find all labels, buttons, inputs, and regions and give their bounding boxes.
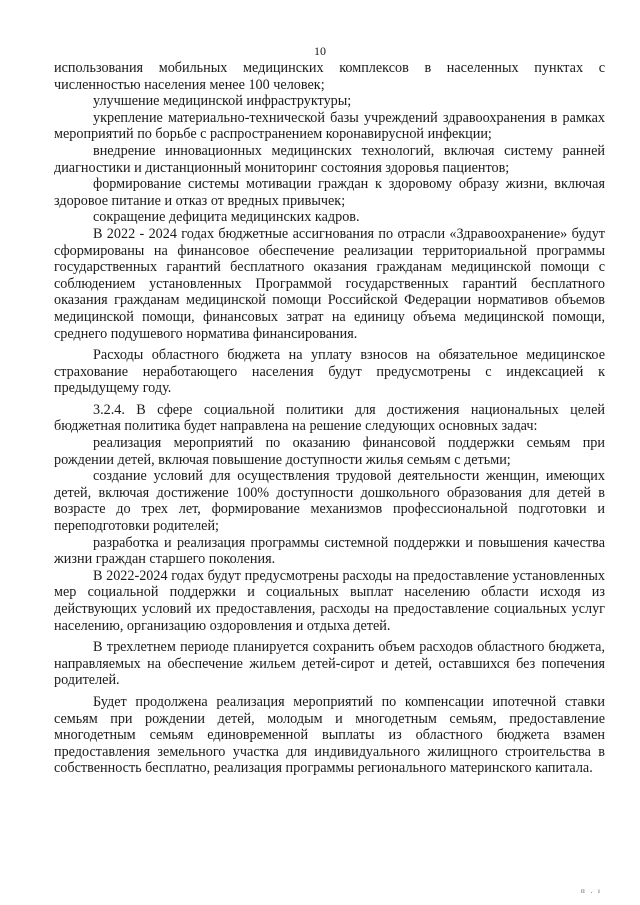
paragraph-social-expenses: В 2022-2024 годах будут предусмотрены расходы на предоставление установленных мер социальной поддержки и социальных выплат населению области исходя из действующих условий их предоставления, расходы на предоставление социальных услуг населению, организацию оздоровления и отдыха детей. bbox=[54, 567, 605, 634]
list-item-staff-deficit: сокращение дефицита медицинских кадров. bbox=[93, 209, 360, 226]
list-item-material-base: укрепление материально-технической базы учреждений здравоохранения в рамках мероприятий по борьбе с распространением коронавирусной инфекции; bbox=[54, 109, 605, 143]
list-item-women-employment: создание условий для осуществления трудовой деятельности женщин, имеющих детей, включая достижение 100% доступности дошкольного образования для детей в возрасте до трех лет, формирование механизмов профессиональной подготовки и переподготовки родителей; bbox=[54, 468, 605, 535]
paragraph-continuation: использования мобильных медицинских комплексов в населенных пунктах с численностью населения менее 100 человек; bbox=[54, 60, 605, 93]
page-number: 10 bbox=[314, 44, 326, 58]
list-item-infrastructure: улучшение медицинской инфраструктуры; bbox=[93, 93, 352, 110]
list-item-senior-citizens: разработка и реализация программы системной поддержки и повышения качества жизни граждан старшего поколения. bbox=[54, 534, 605, 568]
document-body bbox=[54, 60, 605, 777]
paragraph-mortgage-compensation: Будет продолжена реализация мероприятий по компенсации ипотечной ставки семьям при рождении детей, молодым и многодетным семьям, предоставление многодетным семьям единовременной выплаты из областного бюджета взамен предоставления земельного участка для индивидуального жилищного строительства в собственность бесплатно, реализация программы регионального материнского капитала. bbox=[54, 693, 605, 777]
list-item-family-support: реализация мероприятий по оказанию финансовой поддержки семьям при рождении детей, включая повышение доступности жилья семьям с детьми; bbox=[54, 435, 605, 468]
list-item-motivation: формирование системы мотивации граждан к здоровому образу жизни, включая здоровое питание и отказ от вредных привычек; bbox=[54, 176, 605, 209]
paragraph-orphans-housing: В трехлетнем периоде планируется сохранить объем расходов областного бюджета, направляемых на обеспечение жильем детей-сирот и детей, оставшихся без попечения родителей. bbox=[54, 639, 605, 689]
list-item-innovations: внедрение инновационных медицинских технологий, включая систему ранней диагностики и дистанционный мониторинг состояния здоровья пациентов; bbox=[54, 142, 605, 176]
paragraph-healthcare-budget: В 2022 - 2024 годах бюджетные ассигнования по отрасли «Здравоохранение» будут сформированы на финансовое обеспечение реализации территориальной программы государственных гарантий бесплатного оказания гражданам медицинской помощи с соблюдением установленных Программой государственных гарантий бесплатного оказания гражданам медицинской помощи Российской Федерации нормативов объемов медицинской помощи, финансовых затрат на единицу объема медицинской помощи, среднего подушевого норматива финансирования. bbox=[54, 225, 605, 342]
paragraph-section-3-2-4: 3.2.4. В сфере социальной политики для достижения национальных целей бюджетная политика будет направлена на решение следующих основных задач: bbox=[54, 401, 605, 435]
corner-mark: п . ı bbox=[581, 887, 602, 895]
paragraph-insurance-contributions: Расходы областного бюджета на уплату взносов на обязательное медицинское страхование неработающего населения будут предусмотрены с индексацией к предыдущему году. bbox=[54, 347, 605, 397]
